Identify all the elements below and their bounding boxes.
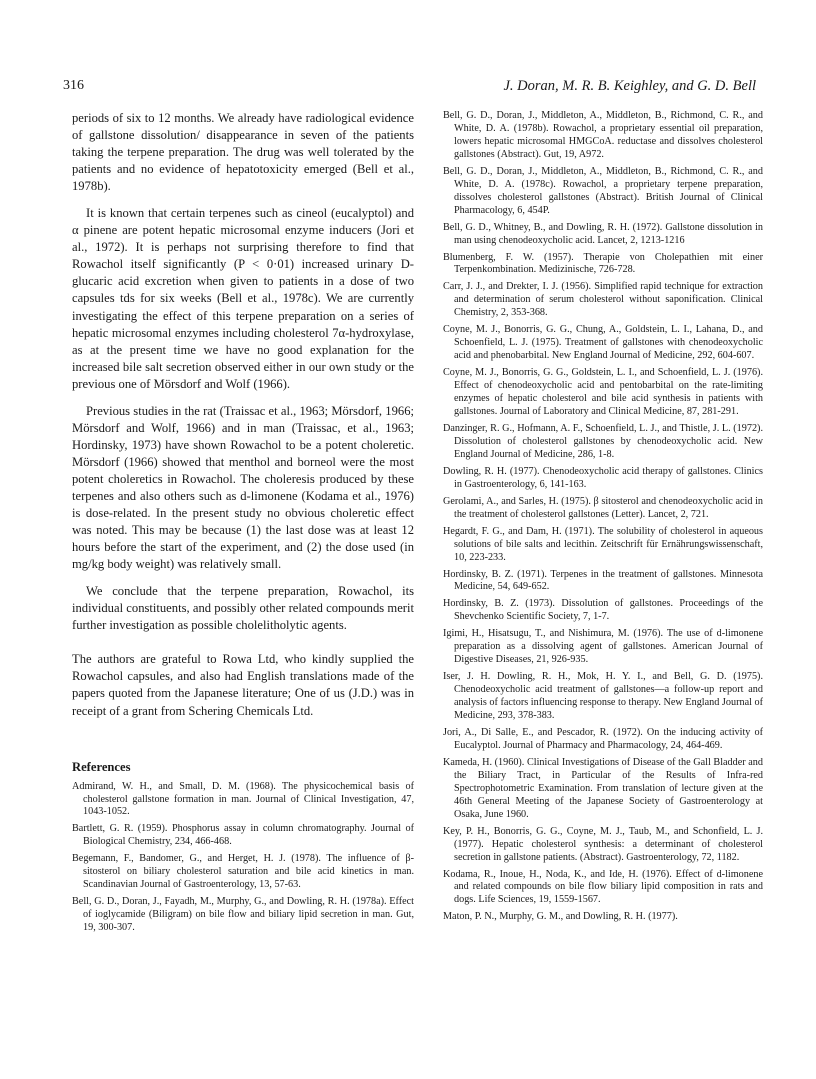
reference-item: Coyne, M. J., Bonorris, G. G., Chung, A., Goldstein, L. I., Lahana, D., and Schoenfield, L. J. (1975). Treatment of gallstones with chenodeoxycholic acid and phenobarbital. New England Journal of Medicine, 292, 604-607. xyxy=(443,324,763,362)
reference-item: Coyne, M. J., Bonorris, G. G., Goldstein, L. I., and Schoenfield, L. J. (1976). Effect of chenodeoxycholic acid and pentobarbital on the rate-limiting enzymes of hepatic cholesterol and bile acid synthesis in patients with gallstones. Journal of Laboratory and Clinical Medicine, 87, 281-291. xyxy=(443,367,763,418)
body-paragraph: periods of six to 12 months. We already have radiological evidence of gallstone dissolution/ disappearance in seven of the patients taking the terpene preparation. The drug was well tolerated by the patients and no evidence of hepatotoxicity emerged (Bell et al., 1978b). xyxy=(72,111,414,194)
reference-item: Bell, G. D., Whitney, B., and Dowling, R. H. (1972). Gallstone dissolution in man using chenodeoxycholic acid. Lancet, 2, 1213-1216 xyxy=(443,221,763,246)
reference-item: Admirand, W. H., and Small, D. M. (1968). The physicochemical basis of cholesterol gallstone formation in man. Journal of Clinical Investigation, 47, 1043-1052. xyxy=(72,780,414,818)
reference-item: Begemann, F., Bandomer, G., and Herget, H. J. (1978). The influence of β-sitosterol on biliary cholesterol saturation and bile acid kinetics in man. Scandinavian Journal of Gastroenterology, 13, 57-63. xyxy=(72,853,414,891)
reference-item: Key, P. H., Bonorris, G. G., Coyne, M. J., Taub, M., and Schonfield, L. J. (1977). Hepatic cholesterol synthesis: a determinant of cholesterol secretion in gallstone patients. (Abstract). Gastroenterology, 72, 1182. xyxy=(443,825,763,863)
reference-item: Dowling, R. H. (1977). Chenodeoxycholic acid therapy of gallstones. Clinics in Gastroenterology, 6, 141-163. xyxy=(443,465,763,490)
reference-item: Igimi, H., Hisatsugu, T., and Nishimura, M. (1976). The use of d-limonene preparation as a dissolving agent of gallstones. American Journal of Digestive Diseases, 21, 926-935. xyxy=(443,628,763,666)
reference-item: Bell, G. D., Doran, J., Middleton, A., Middleton, B., Richmond, C. R., and White, D. A. (1978c). Rowachol, a proprietary terpene preparation, dissolves cholesterol gallstones (Abstract). British Journal of Clinical Pharmacology, 6, 454P. xyxy=(443,165,763,216)
reference-item: Jori, A., Di Salle, E., and Pescador, R. (1972). On the inducing activity of Eucalyptol. Journal of Pharmacy and Pharmacology, 24, 464-469. xyxy=(443,726,763,751)
reference-item: Hordinsky, B. Z. (1971). Terpenes in the treatment of gallstones. Minnesota Medicine, 54, 649-652. xyxy=(443,568,763,593)
reference-item: Bartlett, G. R. (1959). Phosphorus assay in column chromatography. Journal of Biological Chemistry, 234, 466-468. xyxy=(72,823,414,848)
body-paragraph: We conclude that the terpene preparation, Rowachol, its individual constituents, and possibly other related compounds merit further investigation as possible cholelitholytic agents. xyxy=(72,584,414,633)
reference-item: Maton, P. N., Murphy, G. M., and Dowling, R. H. (1977). xyxy=(443,911,678,923)
reference-item: Blumenberg, F. W. (1957). Therapie von Cholepathien mit einer Terpenkombination. Medizinische, 726-728. xyxy=(443,251,763,276)
page-header xyxy=(63,78,756,98)
left-column xyxy=(72,110,414,939)
reference-item: Hegardt, F. G., and Dam, H. (1971). The solubility of cholesterol in aqueous solutions of bile salts and lecithin. Zeitschrift für Ernährungswissenschaft, 10, 223-233. xyxy=(443,525,763,563)
reference-item: Danzinger, R. G., Hofmann, A. F., Schoenfield, L. J., and Thistle, J. L. (1972). Dissolution of cholesterol gallstones by chenodeoxycholic acid. New England Journal of Medicine, 286, 1-8. xyxy=(443,422,763,460)
reference-item: Hordinsky, B. Z. (1973). Dissolution of gallstones. Proceedings of the Shevchenko Scientific Society, 7, 1-7. xyxy=(443,598,763,623)
right-column xyxy=(443,110,763,928)
reference-item: Iser, J. H. Dowling, R. H., Mok, H. Y. I., and Bell, G. D. (1975). Chenodeoxycholic acid treatment of gallstones—a follow-up report and analysis of factors influencing response to therapy. New England Journal of Medicine, 293, 378-383. xyxy=(443,671,763,722)
references-heading: References xyxy=(72,759,131,774)
reference-item: Bell, G. D., Doran, J., Middleton, A., Middleton, B., Richmond, C. R., and White, D. A. (1978b). Rowachol, a proprietary essential oil preparation, lowers hepatic microsomal HMGCoA. reductase and dissolves cholesterol gallstones (Abstract). Gut, 19, A972. xyxy=(443,110,763,160)
reference-item: Gerolami, A., and Sarles, H. (1975). β sitosterol and chenodeoxycholic acid in the treatment of cholesterol gallstones (Letter). Lancet, 2, 721. xyxy=(443,495,763,520)
acknowledgement: The authors are grateful to Rowa Ltd, who kindly supplied the Rowachol capsules, and also had English translations made of the papers quoted from the Japanese literature; One of us (J.D.) was in receipt of a grant from Schering Chemicals Ltd. xyxy=(72,652,414,718)
body-paragraph: Previous studies in the rat (Traissac et al., 1963; Mörsdorf, 1966; Mörsdorf and Wolf, 1966) and in man (Traissac, et al., 1963; Hordinsky, 1973) have shown Rowachol to be a potent choleretic. Mörsdorf (1966) showed that menthol and borneol were the most potent choleretics in Rowachol. The choleresis produced by these terpenes and also others such as d-limonene (Kodama et al., 1976) is dose-related. In the present study no obvious choleretic effect was noted. This may be because (1) the last dose was at least 12 hours before the start of the experiment, and (2) the dose used (in mg/kg body weight) was relatively small. xyxy=(72,403,414,572)
running-head: J. Doran, M. R. B. Keighley, and G. D. Bell xyxy=(503,78,756,94)
reference-item: Kodama, R., Inoue, H., Noda, K., and Ide, H. (1976). Effect of d-limonene and related compounds on bile flow biliary lipid composition in rats and dogs. Life Sciences, 19, 1559-1567. xyxy=(443,868,763,906)
reference-item: Carr, J. J., and Drekter, I. J. (1956). Simplified rapid technique for extraction and determination of serum cholesterol without saponification. Clinical Chemistry, 2, 353-368. xyxy=(443,281,763,319)
page-number: 316 xyxy=(63,78,84,93)
reference-item: Kameda, H. (1960). Clinical Investigations of Disease of the Gall Bladder and the Biliary Tract, in Particular of the Results of Infra-red Spectrophotometric Examination. From translation of lecture given at the 46th General Meeting of the Japanese Society of Gastroenterology at Osaka, June 1960. xyxy=(443,756,763,820)
reference-list-left xyxy=(72,781,414,935)
reference-item: Bell, G. D., Doran, J., Fayadh, M., Murphy, G., and Dowling, R. H. (1978a). Effect of ioglycamide (Biligram) on bile flow and biliary lipid secretion in man. Gut, 19, 300-307. xyxy=(72,896,414,934)
body-paragraph: It is known that certain terpenes such as cineol (eucalyptol) and α pinene are potent hepatic microsomal enzyme inducers (Jori et al., 1972). It is perhaps not surprising therefore to find that Rowachol itself significantly (P < 0·01) increased urinary D-glucaric acid excretion when given to patients in a dose of two capsules tds for six weeks (Bell et al., 1978c). We are currently investigating the effect of this terpene preparation on a series of hepatic microsomal enzymes including cholesterol 7α-hydroxylase, as at the present time we have no good explanation for the increased bile salt secretion observed either in our own study or the previous one of Mörsdorf and Wolf (1966). xyxy=(72,206,414,391)
